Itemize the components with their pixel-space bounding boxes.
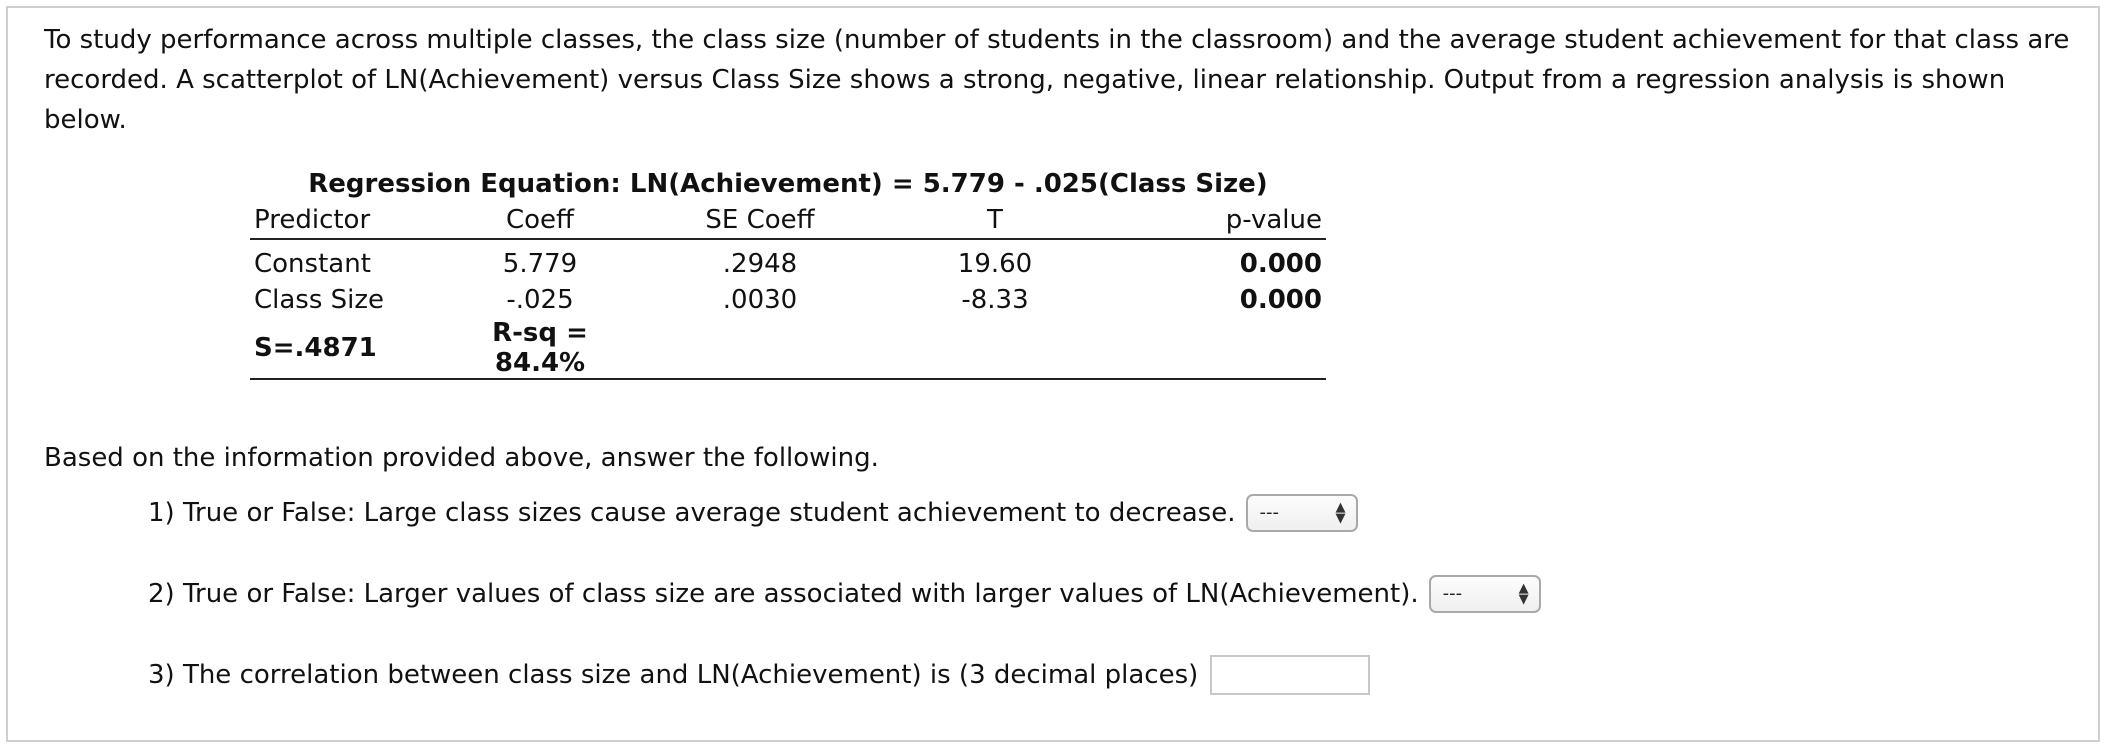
- question-2-text: 2) True or False: Larger values of class size are associated with larger values of LN(Achievement).: [148, 579, 1419, 609]
- table-header-row: [250, 202, 1326, 239]
- question-2: [148, 574, 1541, 614]
- table-summary-row: [250, 318, 1326, 379]
- cell-se-coeff: .0030: [722, 285, 798, 315]
- question-panel: [6, 6, 2100, 742]
- cell-predictor: Constant: [254, 249, 371, 279]
- table-row: [250, 282, 1326, 318]
- regression-output-table: [250, 202, 1326, 380]
- instructions-text: Based on the information provided above, answer the following.: [44, 443, 879, 473]
- question-3: [148, 655, 1370, 695]
- cell-t: 19.60: [957, 249, 1033, 279]
- header-se-coeff: SE Coeff: [640, 202, 880, 239]
- question-3-text: 3) The correlation between class size and LN(Achievement) is (3 decimal places): [148, 660, 1199, 690]
- cell-coeff: 5.779: [502, 249, 578, 279]
- question-1-selected-value: ---: [1259, 502, 1279, 523]
- header-coeff: Coeff: [440, 202, 640, 239]
- question-2-selected-value: ---: [1442, 583, 1463, 604]
- cell-p-value: 0.000: [1239, 285, 1322, 315]
- header-predictor: Predictor: [250, 202, 440, 239]
- header-t: T: [880, 202, 1110, 239]
- cell-p-value: 0.000: [1239, 249, 1322, 279]
- cell-coeff: -.025: [506, 285, 574, 315]
- select-arrows-icon: ▲ ▼: [1518, 581, 1529, 607]
- regression-equation-title: Regression Equation: LN(Achievement) = 5.779 - .025(Class Size): [308, 169, 1268, 199]
- question-2-select[interactable]: [1429, 575, 1541, 613]
- cell-se-coeff: .2948: [722, 249, 798, 279]
- intro-paragraph: To study performance across multiple classes, the class size (number of students in the classroom) and the average student achievement for that class are recorded. A scatterplot of LN(Achievement) versus Class Size shows a strong, negative, linear relationship. Output from a regression analysis is shown below.: [44, 25, 2070, 135]
- s-value: S=.4871: [250, 318, 440, 379]
- select-arrows-icon: ▲ ▼: [1335, 500, 1346, 526]
- question-1-select[interactable]: [1246, 494, 1358, 532]
- question-1: [148, 493, 1358, 533]
- header-p-value: p-value: [1110, 202, 1326, 239]
- question-1-text: 1) True or False: Large class sizes cause average student achievement to decrease.: [148, 498, 1236, 528]
- cell-predictor: Class Size: [254, 285, 385, 315]
- cell-t: -8.33: [961, 285, 1029, 315]
- table-row: [250, 239, 1326, 282]
- r-squared-value: R-sq = 84.4%: [440, 318, 640, 379]
- correlation-answer-input[interactable]: [1210, 655, 1370, 695]
